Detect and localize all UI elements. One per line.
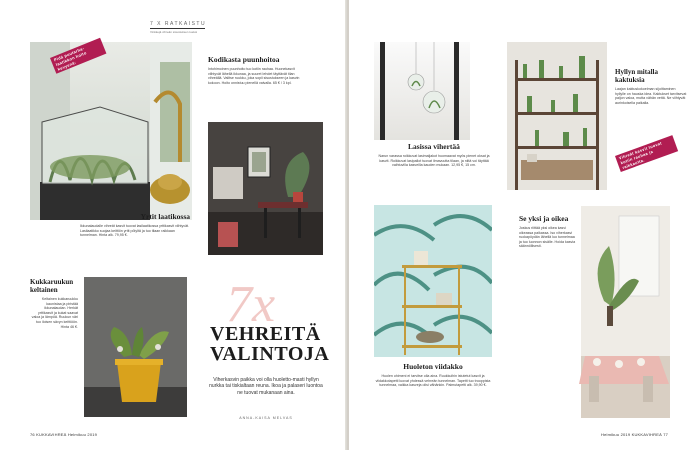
hylly-body: Laajan kaktuskokoelman sijoittaminen hyllylle on hauska idea. Kaktukset tarvitsevat paljon valoa, mutta vähän vettä. Ne viihtyvät aurinkoisella paikalla.: [615, 87, 687, 105]
feature-lede: Viherkasvin paikka voi olla huoletto-masti hyllyn nurkka tai tiskialtaan reuna. Ikoa ja palaseri luontoa ne tuovat mukanaan aina.: [209, 377, 323, 396]
yellow-pot-photo: [84, 277, 187, 417]
living-room-photo: [208, 122, 323, 255]
feature-title-line2: VALINTOJA: [210, 343, 330, 365]
hylly-block: [615, 68, 687, 105]
palm-wallpaper-photo: [374, 205, 492, 357]
kukka-title: Kukkaruukun keltainen: [30, 278, 74, 294]
yellow-pot-illustration: [84, 277, 187, 417]
kukka-body: Keltainen kukkaruukku kaunistaa ja piristää ikkunalaudan. Herkät yrttikasvit ja kukat saavat valoa ja lämpöä. Ruukun väri tuo iloisen sävyn keittiöön. Hinta 46 €.: [31, 297, 78, 329]
lasissa-title: Lasissa vihertää: [408, 142, 460, 151]
palm-wallpaper-illustration: [374, 205, 492, 357]
right-page: [349, 0, 696, 450]
kodikasta-title: Kodikasta puunhoitoa: [208, 55, 280, 64]
section-label: 7 X RATKAISTU: [150, 21, 207, 27]
yksi-body: Joskus riittää yksi oikea kasvi oikeassa paikassa. Iso viherkasvi ruokapöydän lähellä luo tunnelmaa ja tuo luonnon sisälle. Hoida kasvia säännöllisesti.: [519, 226, 576, 249]
dining-room-photo: [519, 206, 670, 418]
folio-left: 76 KUKKAVIHREÄ Helmikuu 2019: [30, 432, 98, 437]
yrtit-block: [80, 212, 190, 238]
feature-title-line1: VEHREITÄ: [210, 323, 321, 345]
section-subtitle: Vinkkejä vihreän sisustuksen tueksi: [150, 30, 198, 34]
viidakko-title: Huoleton viidakko: [403, 362, 463, 371]
left-page: [0, 0, 347, 450]
folio-right: Helmikuu 2019 KUKKAVIHREÄ 77: [601, 432, 669, 437]
kukka-block: [30, 278, 78, 329]
section-rule: [150, 28, 205, 29]
feature-number: 7x: [226, 276, 276, 333]
kodikasta-block: [208, 55, 308, 85]
lasissa-body: Narun varassa roikkuvat lasimaljakot huomaavat myös pienet oksat ja kasvit. Roikkuvat lasipallot tuovat ilmavuutta tilaan, ja niitä voi täyttää vaihtuvilla kasveilla kauden mukaan. 12,95 €, 15 cm.: [378, 154, 490, 168]
hylly-title: Hyllyn mitalla kaktuksia: [615, 68, 658, 84]
living-room-illustration: [208, 122, 323, 255]
feature-byline: ANNA-KAISA MELVAS: [239, 416, 293, 420]
hanging-glass-illustration: [374, 42, 470, 140]
yrtit-body: Ikkunalaudalle vihreät kasvit tuovat lasilaatikossa yrttikasvit viihtyvät. Lasilaatikko suojaa keittiön yrtit pölyltä ja tuo tilaan raikkaan tunnelman. Hinta alk. 79,95 €.: [80, 224, 190, 238]
yksi-title: Se yksi ja oikea: [519, 214, 569, 223]
dining-room-illustration: [519, 206, 670, 418]
tip-tag-right: Vihreät kasvit tuovat kotiin rauhaa ja raikkautta.: [615, 135, 678, 172]
lasissa-block: [374, 142, 494, 168]
hanging-glass-photo: [374, 42, 470, 140]
yrtit-title: Yrtit laatikossa: [140, 212, 190, 221]
cactus-shelf-photo: [507, 42, 607, 190]
viidakko-body: Huolen ohimeni ei tarvitse olla aina. Ruukkuihin istutetut kasvit ja viidakkotapetti luovat yhdessä vehreän tunnelman. Tapetti tuo trooppista tunnelmaa, vaikka kasveja olisi vähänkin. Palmutapetti alk. 39,90 €.: [375, 374, 491, 388]
viidakko-block: [374, 362, 492, 388]
tip-tag-left: Pidä puutarha-laatikkon hoito kevyenä:: [50, 38, 106, 74]
kodikasta-body: Intohimoinen puunhoito tuo kotiin rauhaa. Huonekasvit viihtyvät lähellä ikkunaa, ja suuret lehdet täyttävät tilan vihreällä. Valitse ruukku, joka sopii sisustukseen ja kasvin kokoon. Hoito onnistuu pienellä vaivalla. 65 € / 3 kpl.: [208, 67, 300, 85]
cactus-shelf-illustration: [507, 42, 607, 190]
